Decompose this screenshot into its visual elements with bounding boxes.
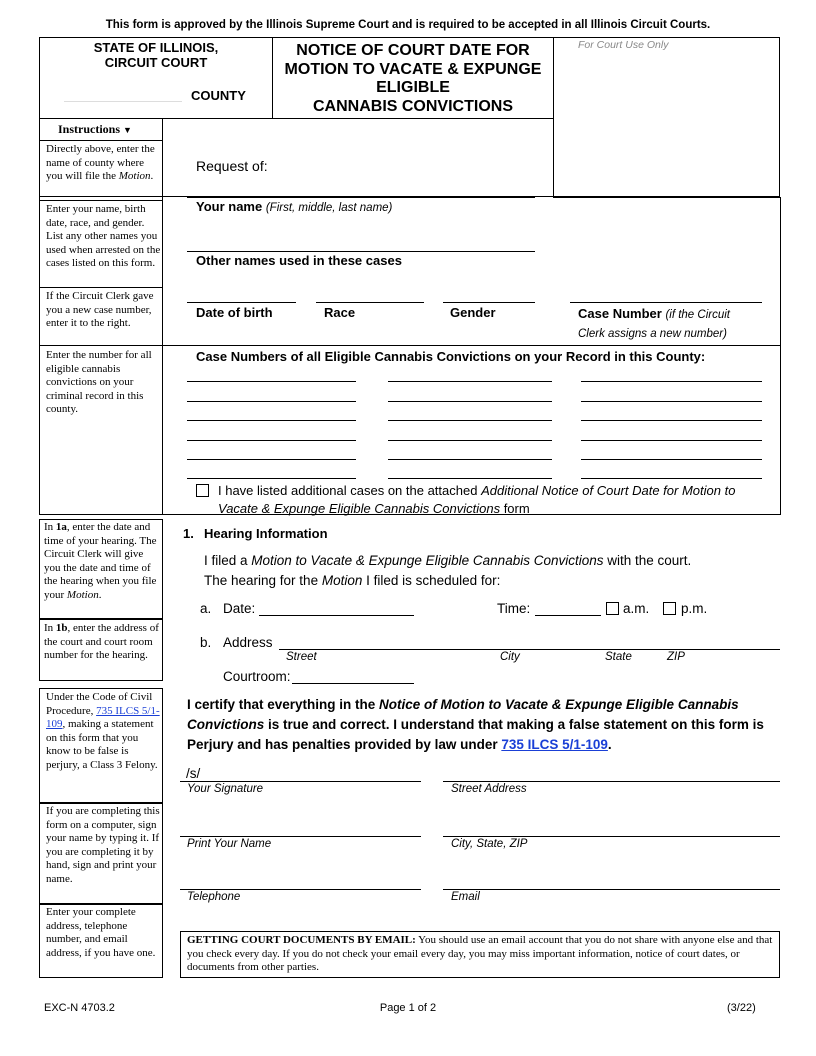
case-number-entry[interactable] <box>187 478 356 479</box>
court-use-label: For Court Use Only <box>578 39 669 51</box>
address-label: Address <box>223 635 273 650</box>
zip-caption: ZIP <box>667 651 685 663</box>
hearing-heading: Hearing Information <box>204 526 328 541</box>
request-of-label: Request of: <box>196 158 268 174</box>
case-number-entry[interactable] <box>388 478 552 479</box>
case-number-entry[interactable] <box>187 381 356 382</box>
city-caption: City <box>500 651 520 663</box>
perjury-statute-link[interactable]: 735 ILCS 5/1-109 <box>46 704 160 730</box>
case-number-entry[interactable] <box>581 420 762 421</box>
case-number-entry[interactable] <box>388 401 552 402</box>
case-number-entry[interactable] <box>187 440 356 441</box>
case-number-entry[interactable] <box>388 459 552 460</box>
instr-hearing: In 1a, enter the date and time of your hearing. The Circuit Clerk will give you the date and time of the hearing when you file your Motion. <box>44 521 157 601</box>
case-number-entry[interactable] <box>388 381 552 382</box>
page-number: Page 1 of 2 <box>379 1002 437 1014</box>
instructions-heading: Instructions ▼ <box>58 122 132 136</box>
hearing-scheduled: The hearing for the Motion I filed is scheduled for: <box>204 573 501 588</box>
city-state-zip-caption: City, State, ZIP <box>451 838 528 850</box>
eligible-heading: Case Numbers of all Eligible Cannabis Convictions on your Record in this County: <box>196 349 706 364</box>
revision-date: (3/22) <box>727 1002 756 1014</box>
telephone-caption: Telephone <box>187 891 241 903</box>
street-caption: Street <box>286 651 317 663</box>
case-number-entry[interactable] <box>581 459 762 460</box>
am-label: a.m. <box>623 601 650 616</box>
approval-notice: This form is approved by the Illinois Supreme Court and is required to be accepted in all Illinois Circuit Courts. <box>105 19 711 31</box>
instr-address: In 1b, enter the address of the court and court room number for the hearing. <box>44 622 159 661</box>
item-b: b. <box>200 635 212 650</box>
time-label: Time: <box>497 601 531 616</box>
street-address-input[interactable] <box>443 781 780 782</box>
dob-input[interactable] <box>187 302 296 303</box>
gender-input[interactable] <box>443 302 535 303</box>
state-heading: STATE OF ILLINOIS, CIRCUIT COURT <box>93 40 219 70</box>
triangle-down-icon: ▼ <box>123 125 132 135</box>
other-names-label: Other names used in these cases <box>196 253 402 268</box>
email-input[interactable] <box>443 889 780 890</box>
hearing-filed: I filed a Motion to Vacate & Expunge Eligible Cannabis Convictions with the court. <box>204 553 692 568</box>
city-state-zip-input[interactable] <box>443 836 780 837</box>
instr-perjury: Under the Code of Civil Procedure, 735 ILCS 5/1-109, making a statement on this form that you know to be false is perjury, a Class 3 Felony. <box>46 691 160 771</box>
hearing-date-input[interactable] <box>259 615 414 616</box>
case-number-entry[interactable] <box>187 459 356 460</box>
instr-contact: Enter your complete address, telephone number, and email address, if you have one. <box>46 906 156 959</box>
your-name-label: Your name (First, middle, last name) <box>196 199 393 214</box>
street-address-caption: Street Address <box>451 783 527 795</box>
courtroom-label: Courtroom: <box>223 669 291 684</box>
signature-prefix: /s/ <box>186 766 201 781</box>
case-number-entry[interactable] <box>581 478 762 479</box>
pm-label: p.m. <box>681 601 708 616</box>
courtroom-input[interactable] <box>292 683 414 684</box>
dob-label: Date of birth <box>196 305 273 320</box>
case-number-entry[interactable] <box>187 401 356 402</box>
additional-cases-checkbox[interactable] <box>196 484 209 497</box>
case-number-entry[interactable] <box>581 401 762 402</box>
print-name-caption: Print Your Name <box>187 838 272 850</box>
state-caption: State <box>605 651 632 663</box>
case-number-entry[interactable] <box>581 440 762 441</box>
form-title: NOTICE OF COURT DATE FOR MOTION TO VACATE & EXPUNGE ELIGIBLE CANNABIS CONVICTIONS <box>284 42 542 115</box>
print-name-input[interactable] <box>180 836 421 837</box>
case-number-entry[interactable] <box>187 420 356 421</box>
certification-statement: I certify that everything in the Notice of Motion to Vacate & Expunge Eligible Cannabis Convictions is true and correct. I understand that making a false statement on this form is Perjury and has penalties provided by law under 735 ILCS 5/1-109. <box>187 697 764 752</box>
pm-checkbox[interactable] <box>663 602 676 615</box>
case-number-entry[interactable] <box>388 440 552 441</box>
date-label: Date: <box>223 601 256 616</box>
email-caption: Email <box>451 891 480 903</box>
court-address-input[interactable] <box>279 649 780 650</box>
case-number-label: Case Number (if the Circuit Clerk assigns a new number) <box>578 306 730 340</box>
instr-eligible: Enter the number for all eligible cannabis convictions on your criminal record in this county. <box>46 349 152 415</box>
instr-case-number: If the Circuit Clerk gave you a new case number, enter it to the right. <box>46 290 154 329</box>
gender-label: Gender <box>450 305 496 320</box>
race-input[interactable] <box>316 302 424 303</box>
county-input[interactable] <box>64 101 182 102</box>
case-number-input[interactable] <box>570 302 762 303</box>
signature-input[interactable] <box>180 781 421 782</box>
hearing-time-input[interactable] <box>535 615 601 616</box>
county-label: COUNTY <box>191 88 246 103</box>
your-name-input[interactable] <box>187 197 535 198</box>
certify-statute-link[interactable]: 735 ILCS 5/1-109 <box>501 737 608 752</box>
hearing-number: 1. <box>183 526 194 541</box>
am-checkbox[interactable] <box>606 602 619 615</box>
your-signature-caption: Your Signature <box>187 783 264 795</box>
race-label: Race <box>324 305 356 320</box>
item-a: a. <box>200 601 212 616</box>
case-number-entry[interactable] <box>388 420 552 421</box>
instr-name: Enter your name, birth date, race, and gender. List any other names you used when arrested on the cases listed on this form. <box>46 203 161 269</box>
other-names-input[interactable] <box>187 251 535 252</box>
instr-sign: If you are completing this form on a computer, sign your name by typing it. If you are completing it by hand, sign and print your name. <box>46 805 160 885</box>
instr-county: Directly above, enter the name of county where you will file the Motion. <box>46 143 155 182</box>
telephone-input[interactable] <box>180 889 421 890</box>
additional-cases-label: I have listed additional cases on the attached Additional Notice of Court Date for Motion to Vacate & Expunge Eligible Cannabis Convictions form <box>218 483 736 516</box>
case-number-entry[interactable] <box>581 381 762 382</box>
email-notice: GETTING COURT DOCUMENTS BY EMAIL: You should use an email account that you do not share with anyone else and that you check every day. If you do not check your email every day, you may miss important information, notice of court dates, or documents from other parties. <box>187 934 773 973</box>
form-id: EXC-N 4703.2 <box>44 1002 115 1014</box>
